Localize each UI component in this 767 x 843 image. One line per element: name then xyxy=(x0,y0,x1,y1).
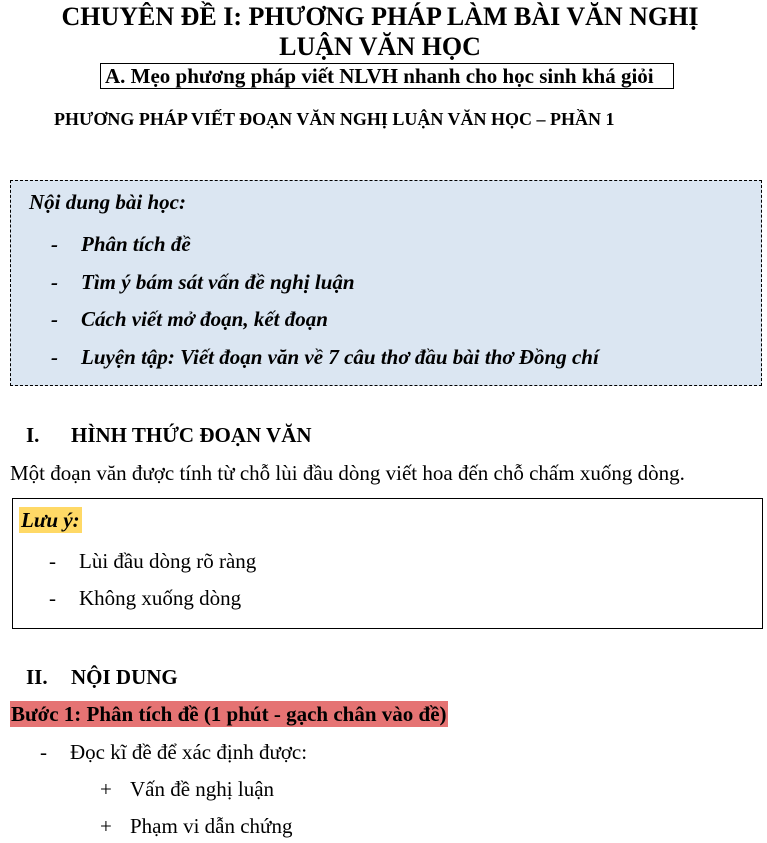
lesson-title: PHƯƠNG PHÁP VIẾT ĐOẠN VĂN NGHỊ LUẬN VĂN HỌC – PHẦN 1 xyxy=(54,109,615,129)
step-1-heading: Bước 1: Phân tích đề (1 phút - gạch chân vào đề) xyxy=(11,702,447,726)
sub-item: + Phạm vi dẫn chứng xyxy=(100,814,293,838)
lesson-content-box xyxy=(10,180,762,386)
content-item: - Cách viết mở đoạn, kết đoạn xyxy=(51,307,328,331)
step-bullet: - Đọc kĩ đề để xác định được: xyxy=(40,740,308,764)
note-item: - Không xuống dòng xyxy=(49,586,242,610)
document-title: CHUYÊN ĐỀ I: PHƯƠNG PHÁP LÀM BÀI VĂN NGHỊ LUẬN VĂN HỌC xyxy=(61,2,699,61)
section-heading-2: II. NỘI DUNG xyxy=(26,665,178,689)
note-label: Lưu ý: xyxy=(21,508,80,532)
content-item: - Luyện tập: Viết đoạn văn về 7 câu thơ đầu bài thơ Đồng chí xyxy=(51,345,599,369)
content-item: - Tìm ý bám sát vấn đề nghị luận xyxy=(51,270,355,294)
content-heading: Nội dung bài học: xyxy=(29,190,186,214)
subtitle-box: A. Mẹo phương pháp viết NLVH nhanh cho học sinh khá giỏi xyxy=(100,63,674,89)
note-item: - Lùi đầu dòng rõ ràng xyxy=(49,549,257,573)
paragraph: Một đoạn văn được tính từ chỗ lùi đầu dòng viết hoa đến chỗ chấm xuống dòng. xyxy=(10,461,685,485)
sub-item: + Vấn đề nghị luận xyxy=(100,777,275,801)
note-box xyxy=(12,498,763,629)
content-item: - Phân tích đề xyxy=(51,232,191,256)
section-heading-1: I. HÌNH THỨC ĐOẠN VĂN xyxy=(26,423,312,447)
